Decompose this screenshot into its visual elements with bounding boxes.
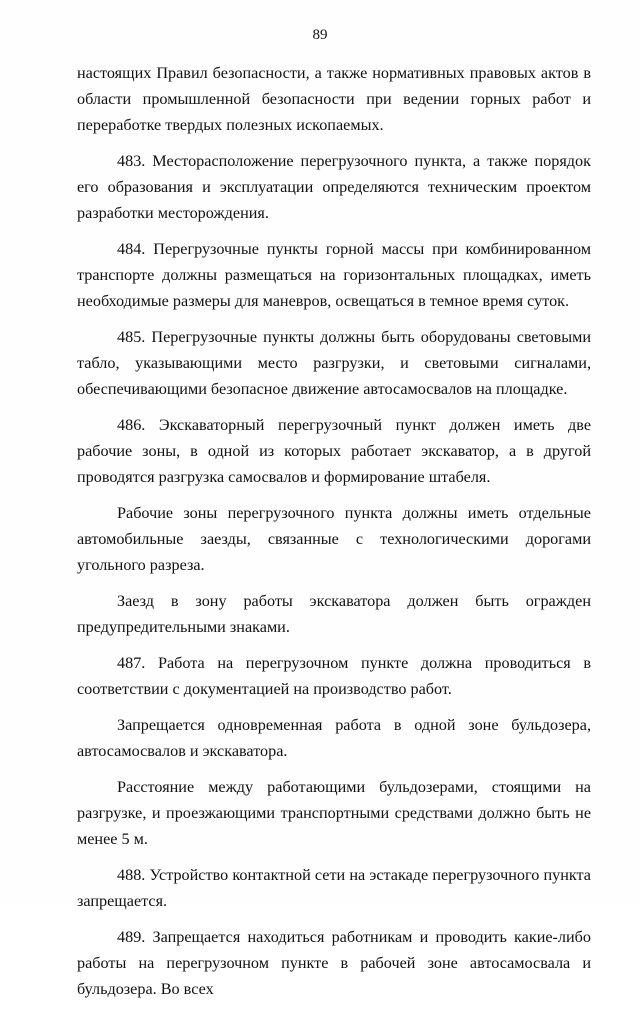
page-number: 89 [312, 27, 328, 43]
paragraph-485: 485. Перегрузочные пункты должны быть оборудованы световыми табло, указывающими место разгрузки, и световыми сигналами, обеспечивающими безопасное движение автосамосвалов на площадке. [77, 328, 591, 398]
paragraph-488: 488. Устройство контактной сети на эстакаде перегрузочного пункта запрещается. [77, 866, 591, 910]
paragraph-486: 486. Экскаваторный перегрузочный пункт должен иметь две рабочие зоны, в одной из которых работает экскаватор, а в другой проводятся разгрузка самосвалов и формирование штабеля. [77, 416, 591, 486]
body-text [77, 60, 591, 1012]
paragraph-487: 487. Работа на перегрузочном пункте должна проводиться в соответствии с документацией на производство работ. [77, 654, 591, 698]
paragraph-484: 484. Перегрузочные пункты горной массы при комбинированном транспорте должны размещаться на горизонтальных площадках, иметь необходимые размеры для маневров, освещаться в темное время суток. [77, 240, 591, 310]
paragraph-483: 483. Месторасположение перегрузочного пункта, а также порядок его образования и эксплуатации определяются техническим проектом разработки месторождения. [77, 152, 591, 222]
paragraph-486-work-zones: Рабочие зоны перегрузочного пункта должны иметь отдельные автомобильные заезды, связанные с технологическими дорогами угольного разреза. [77, 504, 591, 574]
paragraph-487-distance: Расстояние между работающими бульдозерами, стоящими на разгрузке, и проезжающими транспортными средствами должно быть не менее 5 м. [77, 778, 591, 848]
paragraph-489: 489. Запрещается находиться работникам и проводить какие-либо работы на перегрузочном пункте в рабочей зоне автосамосвала и бульдозера. Во всех [77, 928, 591, 998]
paragraph-486-entrance: Заезд в зону работы экскаватора должен быть огражден предупредительными знаками. [77, 592, 591, 636]
paragraph-continuation: настоящих Правил безопасности, а также нормативных правовых актов в области промышленной безопасности при ведении горных работ и переработке твердых полезных ископаемых. [77, 64, 591, 134]
paragraph-487-prohibition: Запрещается одновременная работа в одной зоне бульдозера, автосамосвалов и экскаватора. [77, 716, 591, 760]
